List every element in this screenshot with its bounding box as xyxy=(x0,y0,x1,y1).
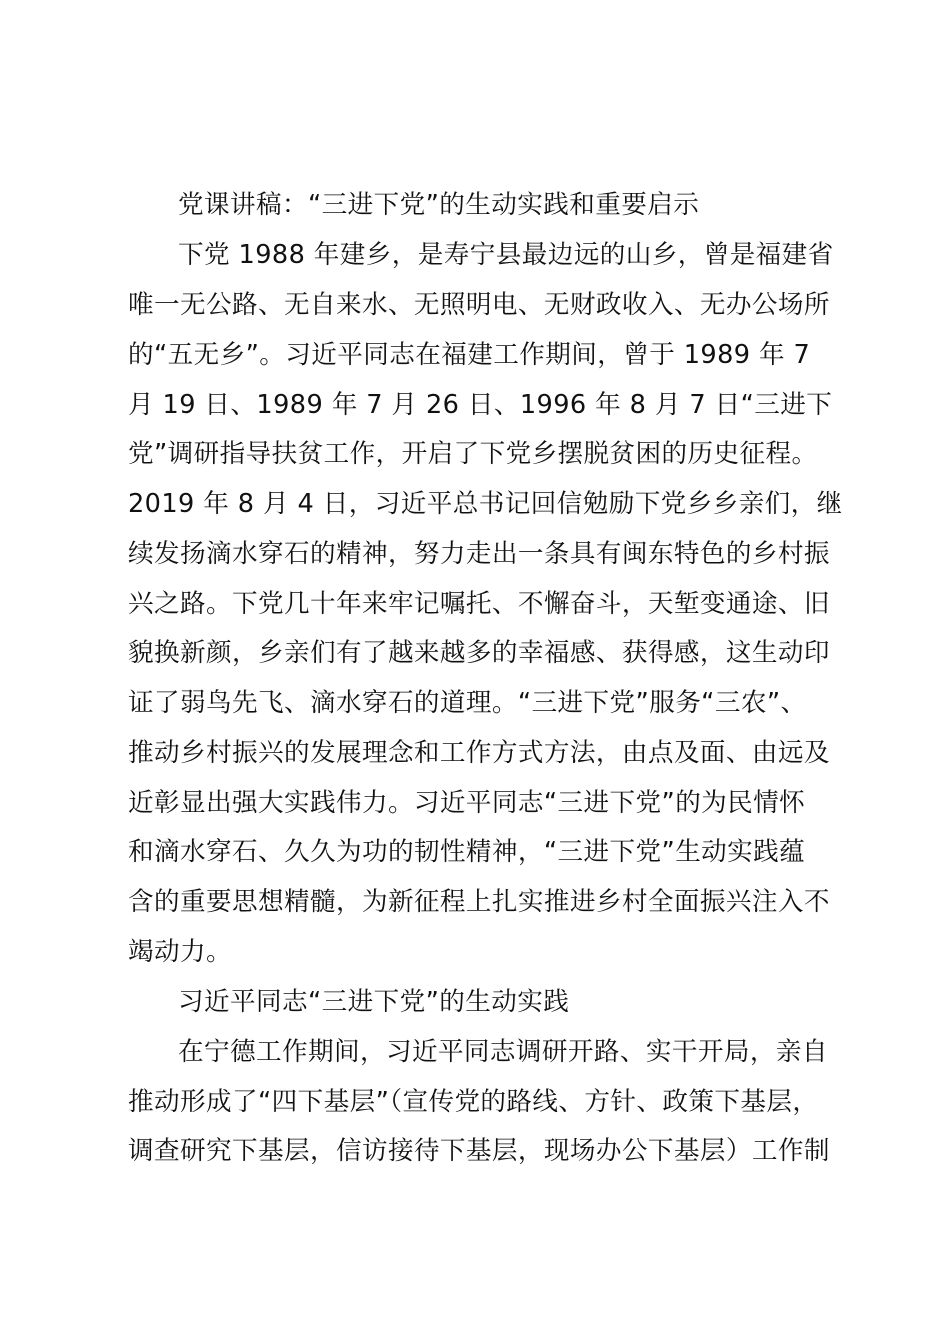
paragraph-line: 推动乡村振兴的发展理念和工作方式方法，由点及面、由远及 xyxy=(128,738,830,768)
section-heading: 习近平同志“三进下党”的生动实践 xyxy=(178,987,570,1017)
paragraph-line: 在宁德工作期间，习近平同志调研开路、实干开局，亲自 xyxy=(178,1037,828,1067)
paragraph-line: 和滴水穿石、久久为功的韧性精神，“三进下党”生动实践蕴 xyxy=(128,837,806,867)
paragraph-line: 2019 年 8 月 4 日，习近平总书记回信勉励下党乡乡亲们，继 xyxy=(128,489,843,519)
paragraph-line: 近彰显出强大实践伟力。习近平同志“三进下党”的为民情怀 xyxy=(128,788,806,818)
paragraph-line: 含的重要思想精髓，为新征程上扎实推进乡村全面振兴注入不 xyxy=(128,887,830,917)
paragraph-line: 月 19 日、1989 年 7 月 26 日、1996 年 8 月 7 日“三进下 xyxy=(128,390,833,420)
paragraph-line: 推动形成了“四下基层”（宣传党的路线、方针、政策下基层， xyxy=(128,1087,819,1117)
paragraph-line: 证了弱鸟先飞、滴水穿石的道理。“三进下党”服务“三农”、 xyxy=(128,688,807,718)
paragraph-line: 竭动力。 xyxy=(128,937,232,967)
paragraph-line: 的“五无乡”。习近平同志在福建工作期间，曾于 1989 年 7 xyxy=(128,340,811,370)
paragraph-line: 兴之路。下党几十年来牢记嘱托、不懈奋斗，天堑变通途、旧 xyxy=(128,589,830,619)
paragraph-line: 调查研究下基层，信访接待下基层，现场办公下基层）工作制 xyxy=(128,1136,830,1166)
paragraph-line: 貌换新颜，乡亲们有了越来越多的幸福感、获得感，这生动印 xyxy=(128,638,830,668)
paragraph-line: 下党 1988 年建乡，是寿宁县最边远的山乡，曾是福建省 xyxy=(178,240,834,270)
paragraph-line: 党”调研指导扶贫工作，开启了下党乡摆脱贫困的历史征程。 xyxy=(128,439,818,469)
document-title: 党课讲稿：“三进下党”的生动实践和重要启示 xyxy=(178,190,700,220)
paragraph-line: 续发扬滴水穿石的精神，努力走出一条具有闽东特色的乡村振 xyxy=(128,539,830,569)
paragraph-line: 唯一无公路、无自来水、无照明电、无财政收入、无办公场所 xyxy=(128,290,830,320)
